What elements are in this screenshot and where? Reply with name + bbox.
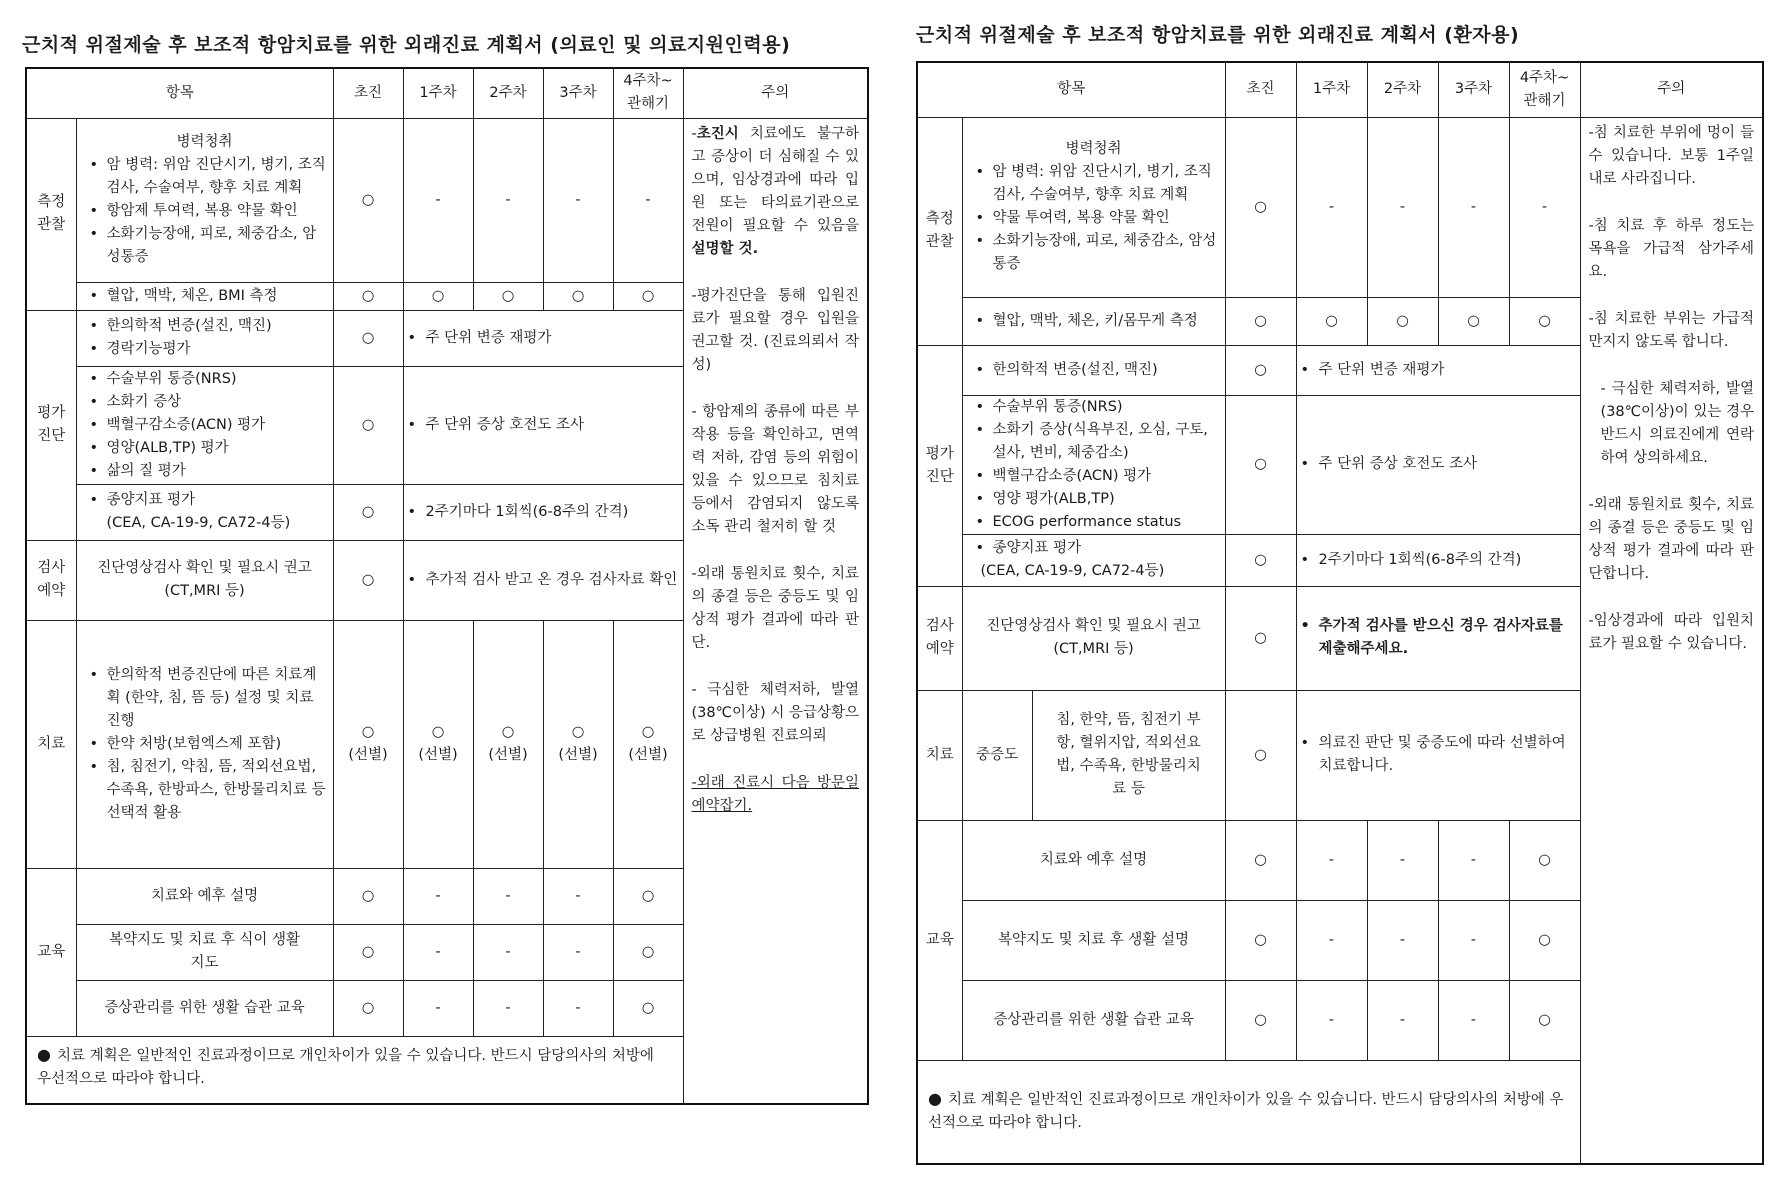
note-3: -침 치료한 부위는 가급적 만지지 않도록 합니다.: [1588, 310, 1755, 350]
mark-cell: -: [473, 118, 543, 282]
edu-item: 치료와 예후 설명: [962, 820, 1225, 900]
right-footnote: ● 치료 계획은 일반적인 진료과정이므로 개인차이가 있을 수 있습니다. 반드시 담당의사의 처방에 우선적으로 따라야 합니다.: [917, 1060, 1580, 1164]
mark-cell: -: [473, 980, 543, 1036]
exam-note: • 추가적 검사 받고 온 경우 검사자료 확인: [403, 540, 683, 620]
mark-cell: ○: [1225, 900, 1296, 980]
history-item: • 암 병력: 위암 진단시기, 병기, 조직검사, 수술여부, 향후 치료 계획: [973, 161, 1221, 207]
mark-cell: ○: [1225, 297, 1296, 345]
mark-cell: ○: [1225, 586, 1296, 690]
mark-cell: ○: [333, 484, 403, 540]
mark-cell: ○: [1367, 297, 1438, 345]
mark-cell: ○: [1225, 820, 1296, 900]
header-week1: 1주차: [1296, 62, 1367, 117]
header-initial: 초진: [333, 68, 403, 118]
category-treatment: 치료: [917, 690, 962, 820]
mark-cell: ○: [613, 924, 683, 980]
mark-cell: -: [1296, 820, 1367, 900]
category-education: 교육: [917, 820, 962, 1060]
mark-cell: ○: [473, 282, 543, 310]
history-taking: 병력청취 • 암 병력: 위암 진단시기, 병기, 조직검사, 수술여부, 향후 치료 계획 • 약물 투여력, 복용 약물 확인 • 소화기능장애, 피로, 체중감소, 암성통증: [962, 117, 1225, 297]
eval-pattern-note: • 주 단위 변증 재평가: [403, 310, 683, 366]
mark-cell: ○: [1509, 820, 1580, 900]
note-1: -초진시 치료에도 불구하고 증상이 더 심해질 수 있으며, 임상경과에 따라 입원 또는 타의료기관으로 전원이 필요할 수 있음을 설명할 것.: [691, 125, 860, 257]
header-item: 항목: [917, 62, 1225, 117]
eval-tumor-markers-note: • 2주기마다 1회씩(6-8주의 간격): [403, 484, 683, 540]
mark-cell: ○: [613, 868, 683, 924]
mark-selective: ○ (선별): [473, 620, 543, 868]
mark-cell: ○: [1296, 297, 1367, 345]
mark-cell: -: [1367, 900, 1438, 980]
note-6: -외래 진료시 다음 방문일 예약잡기.: [691, 774, 860, 814]
mark-cell: -: [543, 980, 613, 1036]
edu-item: 복약지도 및 치료 후 생활 설명: [962, 900, 1225, 980]
mark-cell: ○: [1225, 117, 1296, 297]
history-item: • 소화기능장애, 피로, 체중감소, 암성통증: [973, 230, 1221, 276]
note-5: - 극심한 체력저하, 발열(38℃이상) 시 응급상황으로 상급병원 진료의뢰: [691, 681, 860, 744]
category-observe: 측정 관찰: [917, 117, 962, 345]
mark-cell: ○: [543, 282, 613, 310]
history-item: • 항암제 투여력, 복용 약물 확인: [87, 200, 329, 223]
header-week1: 1주차: [403, 68, 473, 118]
header-week4: 4주차~ 관해기: [1509, 62, 1580, 117]
mark-cell: -: [1438, 117, 1509, 297]
header-week2: 2주차: [1367, 62, 1438, 117]
header-week4: 4주차~ 관해기: [613, 68, 683, 118]
mark-cell: -: [1296, 117, 1367, 297]
left-title: 근치적 위절제술 후 보조적 항암치료를 위한 외래진료 계획서 (의료인 및 의료지원인력용): [22, 34, 791, 56]
mark-cell: ○: [613, 282, 683, 310]
mark-cell: -: [1509, 117, 1580, 297]
eval-tumor-markers-note: • 2주기마다 1회씩(6-8주의 간격): [1296, 534, 1580, 586]
mark-cell: ○: [333, 366, 403, 484]
edu-item: 증상관리를 위한 생활 습관 교육: [962, 980, 1225, 1060]
right-plan-table: [916, 61, 1764, 1165]
severity-label: 중증도: [962, 690, 1032, 820]
left-panel: [0, 0, 880, 1195]
mark-cell: ○: [613, 980, 683, 1036]
header-week3: 3주차: [543, 68, 613, 118]
mark-cell: -: [1438, 820, 1509, 900]
mark-selective: ○ (선별): [333, 620, 403, 868]
mark-cell: ○: [1225, 345, 1296, 395]
right-panel: [880, 0, 1772, 1195]
mark-cell: ○: [333, 868, 403, 924]
header-initial: 초진: [1225, 62, 1296, 117]
mark-cell: ○: [1438, 297, 1509, 345]
note-6: -임상경과에 따라 입원치료가 필요할 수 있습니다.: [1588, 612, 1755, 652]
mark-cell: ○: [333, 540, 403, 620]
mark-selective: ○ (선별): [403, 620, 473, 868]
header-week2: 2주차: [473, 68, 543, 118]
category-education: 교육: [26, 868, 76, 1036]
mark-cell: -: [473, 924, 543, 980]
note-3: - 항암제의 종류에 따른 부작용 등을 확인하고, 면역력 저하, 감염 등의 위험이 있을 수 있으므로 침치료 등에서 감염되지 않도록 소독 관리 철저히 할 것: [691, 403, 860, 535]
vitals: • 혈압, 맥박, 체온, BMI 측정: [76, 282, 333, 310]
left-notes: [683, 118, 868, 1104]
note-2: -평가진단을 통해 입원진료가 필요할 경우 입원을 권고할 것. (진료의뢰서 작성): [691, 287, 860, 373]
category-evaluation: 평가 진단: [917, 345, 962, 586]
mark-cell: ○: [1509, 297, 1580, 345]
eval-pattern: • 한의학적 변증(설진, 맥진): [962, 345, 1225, 395]
note-1: -침 치료한 부위에 멍이 들 수 있습니다. 보통 1주일 내로 사라집니다.: [1588, 124, 1755, 187]
mark-cell: ○: [333, 282, 403, 310]
note-4: -외래 통원치료 횟수, 치료의 종결 등은 중등도 및 임상적 평가 결과에 따라 판단.: [691, 565, 860, 651]
exam-item: 진단영상검사 확인 및 필요시 권고 (CT,MRI 등): [962, 586, 1225, 690]
eval-pattern: • 한의학적 변증(설진, 맥진) • 경락기능평가: [76, 310, 333, 366]
mark-cell: ○: [1509, 980, 1580, 1060]
category-evaluation: 평가 진단: [26, 310, 76, 540]
mark-cell: -: [543, 868, 613, 924]
eval-symptoms: • 수술부위 통증(NRS) • 소화기 증상(식욕부진, 오심, 구토, 설사, 변비, 체중감소) • 백혈구감소증(ACN) 평가 • 영양 평가(ALB,TP) • ECOG performance status: [962, 395, 1225, 534]
exam-item: 진단영상검사 확인 및 필요시 권고 (CT,MRI 등): [76, 540, 333, 620]
left-plan-table: [25, 67, 869, 1105]
mark-selective: ○ (선별): [543, 620, 613, 868]
eval-tumor-markers: • 종양지표 평가 (CEA, CA-19-9, CA72-4등): [962, 534, 1225, 586]
eval-pattern-note: • 주 단위 변증 재평가: [1296, 345, 1580, 395]
category-exam: 검사 예약: [26, 540, 76, 620]
mark-cell: ○: [1225, 534, 1296, 586]
header-week3: 3주차: [1438, 62, 1509, 117]
mark-cell: -: [403, 980, 473, 1036]
mark-cell: ○: [333, 118, 403, 282]
category-exam: 검사 예약: [917, 586, 962, 690]
mark-cell: -: [613, 118, 683, 282]
mark-cell: ○: [403, 282, 473, 310]
edu-item: 복약지도 및 치료 후 식이 생활 지도: [76, 924, 333, 980]
eval-tumor-markers: • 종양지표 평가 (CEA, CA-19-9, CA72-4등): [76, 484, 333, 540]
mark-cell: -: [1367, 117, 1438, 297]
eval-symptoms: • 수술부위 통증(NRS) • 소화기 증상 • 백혈구감소증(ACN) 평가 • 영양(ALB,TP) 평가 • 삶의 질 평가: [76, 366, 333, 484]
mark-cell: -: [1367, 820, 1438, 900]
treatment-items: • 한의학적 변증진단에 따른 치료계획 (한약, 침, 뜸 등) 설정 및 치료 진행 • 한약 처방(보험엑스제 포함) • 침, 침전기, 약침, 뜸, 적외선요법, 수족욕, 한방파스, 한방물리치료 등 선택적 활용: [76, 620, 333, 868]
history-item: • 약물 투여력, 복용 약물 확인: [973, 207, 1221, 230]
mark-cell: -: [1296, 900, 1367, 980]
mark-cell: ○: [1509, 900, 1580, 980]
mark-cell: -: [403, 868, 473, 924]
mark-cell: ○: [333, 924, 403, 980]
note-5: -외래 통원치료 횟수, 치료의 종결 등은 중등도 및 임상적 평가 결과에 따라 판단합니다.: [1588, 496, 1755, 582]
header-item: 항목: [26, 68, 333, 118]
note-4: - 극심한 체력저하, 발열(38℃이상)이 있는 경우 반드시 의료진에게 연락하여 상의하세요.: [1600, 380, 1755, 466]
header-note: 주의: [1580, 62, 1763, 117]
mark-selective: ○ (선별): [613, 620, 683, 868]
edu-item: 증상관리를 위한 생활 습관 교육: [76, 980, 333, 1036]
header-note: 주의: [683, 68, 868, 118]
mark-cell: -: [403, 118, 473, 282]
mark-cell: ○: [333, 310, 403, 366]
mark-cell: ○: [333, 980, 403, 1036]
edu-item: 치료와 예후 설명: [76, 868, 333, 924]
category-observe: 측정 관찰: [26, 118, 76, 310]
history-item: • 소화기능장애, 피로, 체중감소, 암성통증: [87, 223, 329, 269]
exam-note: • 추가적 검사를 받으신 경우 검사자료를 제출해주세요.: [1296, 586, 1580, 690]
mark-cell: ○: [1225, 395, 1296, 534]
history-taking: 병력청취 • 암 병력: 위암 진단시기, 병기, 조직검사, 수술여부, 향후 치료 계획 • 항암제 투여력, 복용 약물 확인 • 소화기능장애, 피로, 체중감소, 암성통증: [76, 118, 333, 282]
mark-cell: -: [1296, 980, 1367, 1060]
category-treatment: 치료: [26, 620, 76, 868]
mark-cell: -: [543, 924, 613, 980]
treatment-items: 침, 한약, 뜸, 침전기 부항, 혈위지압, 적외선요법, 수족욕, 한방물리치료 등: [1032, 690, 1225, 820]
mark-cell: -: [1438, 900, 1509, 980]
right-notes: [1580, 117, 1763, 1164]
right-title: 근치적 위절제술 후 보조적 항암치료를 위한 외래진료 계획서 (환자용): [916, 24, 1520, 46]
eval-symptoms-note: • 주 단위 증상 호전도 조사: [403, 366, 683, 484]
note-2: -침 치료 후 하루 정도는 목욕을 가급적 삼가주세요.: [1588, 217, 1755, 280]
mark-cell: -: [1438, 980, 1509, 1060]
mark-cell: -: [1367, 980, 1438, 1060]
mark-cell: -: [543, 118, 613, 282]
vitals: • 혈압, 맥박, 체온, 키/몸무게 측정: [962, 297, 1225, 345]
mark-cell: ○: [1225, 980, 1296, 1060]
eval-symptoms-note: • 주 단위 증상 호전도 조사: [1296, 395, 1580, 534]
treatment-note: • 의료진 판단 및 중증도에 따라 선별하여 치료합니다.: [1296, 690, 1580, 820]
mark-cell: -: [403, 924, 473, 980]
mark-cell: ○: [1225, 690, 1296, 820]
history-item: • 암 병력: 위암 진단시기, 병기, 조직검사, 수술여부, 향후 치료 계획: [87, 154, 329, 200]
left-footnote: ● 치료 계획은 일반적인 진료과정이므로 개인차이가 있을 수 있습니다. 반드시 담당의사의 처방에 우선적으로 따라야 합니다.: [26, 1036, 683, 1104]
mark-cell: -: [473, 868, 543, 924]
